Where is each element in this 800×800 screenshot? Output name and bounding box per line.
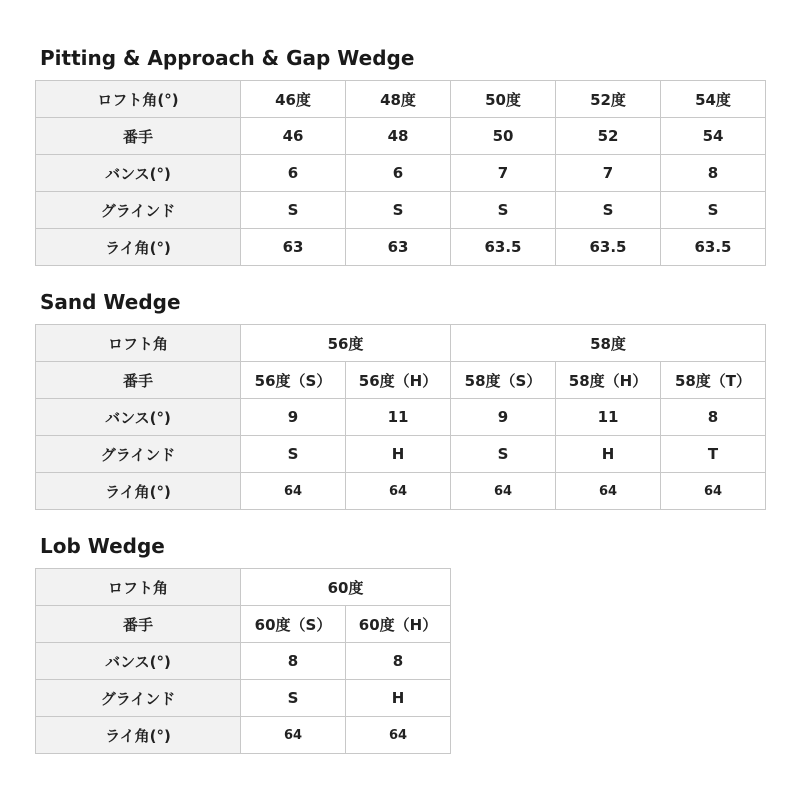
spec-table-sand-wedge xyxy=(35,324,766,510)
table-row xyxy=(36,325,766,362)
loft-group-cell: 58度 xyxy=(451,325,766,362)
table-row xyxy=(36,680,451,717)
table-row xyxy=(36,717,451,754)
table-cell: H xyxy=(346,680,451,717)
table-cell: 63 xyxy=(346,229,451,266)
table-row xyxy=(36,569,451,606)
table-cell: S xyxy=(451,436,556,473)
table-cell: 64 xyxy=(241,717,346,754)
row-label-number: 番手 xyxy=(36,362,241,399)
loft-group-cell: 60度 xyxy=(241,569,451,606)
table-cell: 11 xyxy=(556,399,661,436)
table-cell: 7 xyxy=(556,155,661,192)
table-cell: 63 xyxy=(241,229,346,266)
table-cell: 9 xyxy=(451,399,556,436)
table-cell: 50度 xyxy=(451,81,556,118)
row-label-bounce: バンス(°) xyxy=(36,643,241,680)
table-cell: S xyxy=(346,192,451,229)
row-label-lie: ライ角(°) xyxy=(36,717,241,754)
row-label-number: 番手 xyxy=(36,606,241,643)
table-cell: 9 xyxy=(241,399,346,436)
table-row xyxy=(36,362,766,399)
table-row xyxy=(36,118,766,155)
table-cell: 48度 xyxy=(346,81,451,118)
row-label-loft: ロフト角 xyxy=(36,325,241,362)
table-cell: 8 xyxy=(241,643,346,680)
table-cell: 8 xyxy=(661,399,766,436)
table-cell: 46度 xyxy=(241,81,346,118)
table-row xyxy=(36,155,766,192)
table-row xyxy=(36,399,766,436)
table-cell: H xyxy=(556,436,661,473)
table-cell: S xyxy=(241,192,346,229)
section-title-sand-wedge: Sand Wedge xyxy=(40,290,181,314)
loft-group-cell: 56度 xyxy=(241,325,451,362)
table-cell: 64 xyxy=(451,473,556,510)
table-cell: 63.5 xyxy=(661,229,766,266)
row-label-loft: ロフト角(°) xyxy=(36,81,241,118)
table-cell: 6 xyxy=(241,155,346,192)
table-cell: 63.5 xyxy=(556,229,661,266)
table-cell: 63.5 xyxy=(451,229,556,266)
table-row xyxy=(36,473,766,510)
table-cell: 64 xyxy=(346,473,451,510)
table-cell: 58度（H） xyxy=(556,362,661,399)
row-label-loft: ロフト角 xyxy=(36,569,241,606)
table-cell: 60度（S） xyxy=(241,606,346,643)
table-row xyxy=(36,436,766,473)
table-row xyxy=(36,81,766,118)
table-cell: S xyxy=(556,192,661,229)
table-cell: S xyxy=(241,680,346,717)
table-cell: 50 xyxy=(451,118,556,155)
row-label-number: 番手 xyxy=(36,118,241,155)
table-cell: S xyxy=(241,436,346,473)
table-cell: 8 xyxy=(346,643,451,680)
table-cell: 52度 xyxy=(556,81,661,118)
row-label-lie: ライ角(°) xyxy=(36,229,241,266)
table-cell: 64 xyxy=(241,473,346,510)
row-label-grind: グラインド xyxy=(36,680,241,717)
table-cell: 60度（H） xyxy=(346,606,451,643)
table-cell: S xyxy=(661,192,766,229)
table-cell: T xyxy=(661,436,766,473)
table-cell: 46 xyxy=(241,118,346,155)
table-cell: 58度（S） xyxy=(451,362,556,399)
table-cell: 52 xyxy=(556,118,661,155)
table-cell: 56度（S） xyxy=(241,362,346,399)
table-cell: 7 xyxy=(451,155,556,192)
table-cell: 48 xyxy=(346,118,451,155)
table-cell: 8 xyxy=(661,155,766,192)
table-cell: H xyxy=(346,436,451,473)
table-cell: 6 xyxy=(346,155,451,192)
section-title-lob-wedge: Lob Wedge xyxy=(40,534,165,558)
table-cell: 56度（H） xyxy=(346,362,451,399)
table-cell: 64 xyxy=(556,473,661,510)
table-cell: 54 xyxy=(661,118,766,155)
table-cell: 11 xyxy=(346,399,451,436)
section-title-pag-wedge: Pitting & Approach & Gap Wedge xyxy=(40,46,415,70)
row-label-bounce: バンス(°) xyxy=(36,399,241,436)
row-label-lie: ライ角(°) xyxy=(36,473,241,510)
row-label-bounce: バンス(°) xyxy=(36,155,241,192)
table-row xyxy=(36,229,766,266)
table-row xyxy=(36,606,451,643)
table-cell: 54度 xyxy=(661,81,766,118)
table-cell: 64 xyxy=(661,473,766,510)
spec-table-pag-wedge xyxy=(35,80,766,266)
table-cell: 58度（T） xyxy=(661,362,766,399)
table-row xyxy=(36,643,451,680)
table-row xyxy=(36,192,766,229)
spec-table-lob-wedge xyxy=(35,568,451,754)
table-cell: 64 xyxy=(346,717,451,754)
row-label-grind: グラインド xyxy=(36,436,241,473)
table-cell: S xyxy=(451,192,556,229)
row-label-grind: グラインド xyxy=(36,192,241,229)
